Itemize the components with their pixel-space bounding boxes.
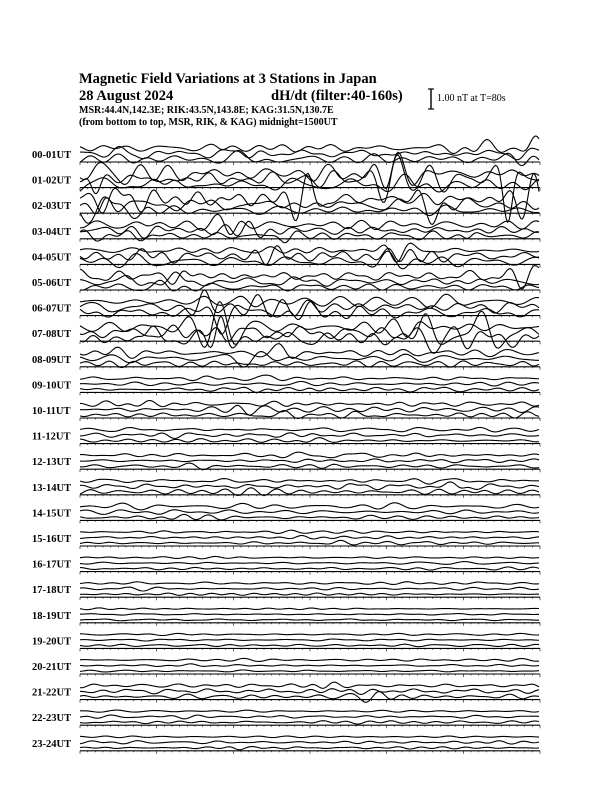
- hour-label: 22-23UT: [32, 713, 72, 725]
- hour-row: [32, 582, 540, 600]
- minute-ticks: [80, 290, 540, 293]
- minute-ticks: [80, 316, 540, 319]
- trace-rik: [80, 664, 539, 667]
- hour-row: [32, 302, 540, 354]
- hour-label: 13-14UT: [32, 482, 72, 494]
- trace-msr: [80, 280, 539, 291]
- trace-msr: [80, 540, 539, 545]
- minute-ticks: [80, 597, 540, 600]
- trace-rik: [80, 405, 539, 415]
- hour-row: [32, 710, 540, 728]
- trace-kag: [80, 401, 539, 407]
- hour-label: 18-19UT: [32, 610, 72, 622]
- hour-label: 08-09UT: [32, 354, 72, 366]
- minute-ticks: [80, 751, 540, 754]
- hour-row: [32, 427, 540, 446]
- hour-label: 05-06UT: [32, 278, 72, 289]
- hour-row: [32, 136, 540, 166]
- hour-label: 19-20UT: [32, 636, 72, 648]
- trace-kag: [80, 633, 539, 635]
- hour-row: [32, 658, 540, 677]
- hour-row: [32, 375, 540, 395]
- hour-label: 00-01UT: [32, 150, 72, 161]
- minute-ticks: [80, 495, 540, 498]
- trace-kag: [80, 658, 539, 661]
- hour-label: 14-15UT: [32, 508, 72, 520]
- hour-label: 11-12UT: [32, 431, 71, 443]
- minute-ticks: [80, 239, 540, 242]
- minute-ticks: [80, 418, 540, 421]
- trace-rik: [80, 689, 539, 695]
- trace-kag: [80, 582, 539, 585]
- trace-kag: [80, 736, 539, 738]
- hour-label: 21-22UT: [32, 687, 72, 699]
- hour-row: [32, 401, 540, 421]
- trace-rik: [80, 741, 539, 744]
- date-label: 28 August 2024: [79, 88, 174, 104]
- trace-msr: [80, 644, 539, 646]
- trace-rik: [80, 536, 539, 539]
- quantity-label: dH/dt (filter:40-160s): [271, 88, 403, 104]
- hour-row: [32, 503, 540, 524]
- hour-label: 01-02UT: [32, 175, 72, 187]
- trace-kag: [80, 452, 539, 458]
- trace-msr: [80, 316, 539, 353]
- trace-msr: [80, 593, 539, 595]
- minute-ticks: [80, 546, 540, 549]
- hour-label: 16-17UT: [32, 559, 72, 571]
- trace-rik: [80, 459, 539, 463]
- trace-msr: [80, 514, 539, 519]
- minute-ticks: [80, 648, 540, 651]
- hour-row: [32, 452, 540, 472]
- hour-row: [32, 608, 540, 626]
- hour-row: [32, 243, 540, 269]
- trace-msr: [80, 463, 539, 470]
- trace-rik: [80, 715, 539, 719]
- trace-kag: [80, 710, 539, 712]
- hour-label: 06-07UT: [32, 303, 72, 315]
- hour-label: 04-05UT: [32, 252, 72, 264]
- trace-kag: [80, 136, 539, 154]
- hour-row: [32, 682, 540, 702]
- hour-label: 15-16UT: [32, 534, 72, 545]
- minute-ticks: [80, 700, 540, 703]
- minute-ticks: [80, 469, 540, 472]
- hour-label: 07-08UT: [32, 329, 72, 341]
- trace-rik: [80, 246, 539, 265]
- stations-label: MSR:44.4N,142.3E; RIK:43.5N,143.8E; KAG:31.5N,130.7E: [79, 105, 334, 116]
- hour-row: [32, 344, 540, 370]
- trace-rik: [80, 562, 539, 565]
- hour-row: [32, 214, 540, 242]
- hour-label: 12-13UT: [32, 457, 72, 469]
- trace-msr: [80, 747, 539, 750]
- hour-label: 17-18UT: [32, 585, 72, 597]
- minute-ticks: [80, 572, 540, 575]
- minute-ticks: [80, 188, 540, 191]
- hour-row: [32, 530, 540, 549]
- minute-ticks: [80, 623, 540, 626]
- minute-ticks: [80, 725, 540, 728]
- trace-kag: [80, 682, 539, 688]
- trace-msr: [80, 387, 539, 392]
- trace-msr: [80, 619, 539, 621]
- hour-label: 03-04UT: [32, 226, 72, 238]
- chart-title: Magnetic Field Variations at 3 Stations in Japan: [79, 71, 377, 87]
- minute-ticks: [80, 213, 540, 216]
- minute-ticks: [80, 264, 540, 267]
- trace-rik: [80, 510, 539, 515]
- hour-row: [32, 556, 540, 574]
- minute-ticks: [80, 674, 540, 677]
- hour-row: [32, 736, 540, 754]
- hour-label: 10-11UT: [32, 406, 71, 417]
- trace-rik: [80, 433, 539, 439]
- trace-msr: [80, 567, 539, 570]
- trace-msr: [80, 251, 539, 269]
- trace-kag: [80, 375, 539, 381]
- trace-msr: [80, 721, 539, 724]
- minute-ticks: [80, 520, 540, 523]
- minute-ticks: [80, 367, 540, 370]
- hour-row: [32, 290, 540, 334]
- trace-kag: [80, 503, 539, 510]
- hour-row: [32, 266, 540, 293]
- trace-rik: [80, 614, 539, 616]
- hour-label: 09-10UT: [32, 380, 72, 392]
- trace-rik: [80, 587, 539, 591]
- hour-label: 20-21UT: [32, 662, 72, 673]
- trace-msr: [80, 438, 539, 443]
- trace-msr: [80, 230, 539, 243]
- trace-kag: [80, 530, 539, 533]
- trace-kag: [80, 479, 539, 484]
- trace-msr: [80, 197, 539, 223]
- trace-kag: [80, 556, 539, 558]
- trace-kag: [80, 427, 539, 431]
- minute-ticks: [80, 392, 540, 395]
- trace-kag: [80, 608, 539, 610]
- minute-ticks: [80, 444, 540, 447]
- minute-ticks: [80, 341, 540, 344]
- trace-rik: [80, 482, 539, 490]
- hour-row: [32, 173, 540, 224]
- order-note: (from bottom to top, MSR, RIK, & KAG) midnight=1500UT: [79, 117, 338, 128]
- hour-row: [32, 479, 540, 498]
- trace-msr: [80, 670, 539, 672]
- hour-label: 23-24UT: [32, 738, 72, 750]
- trace-rik: [80, 272, 539, 286]
- trace-rik: [80, 639, 539, 641]
- hour-row: [32, 633, 540, 651]
- hour-label: 02-03UT: [32, 201, 72, 213]
- scale-label: 1.00 nT at T=80s: [437, 93, 506, 104]
- trace-rik: [80, 381, 539, 386]
